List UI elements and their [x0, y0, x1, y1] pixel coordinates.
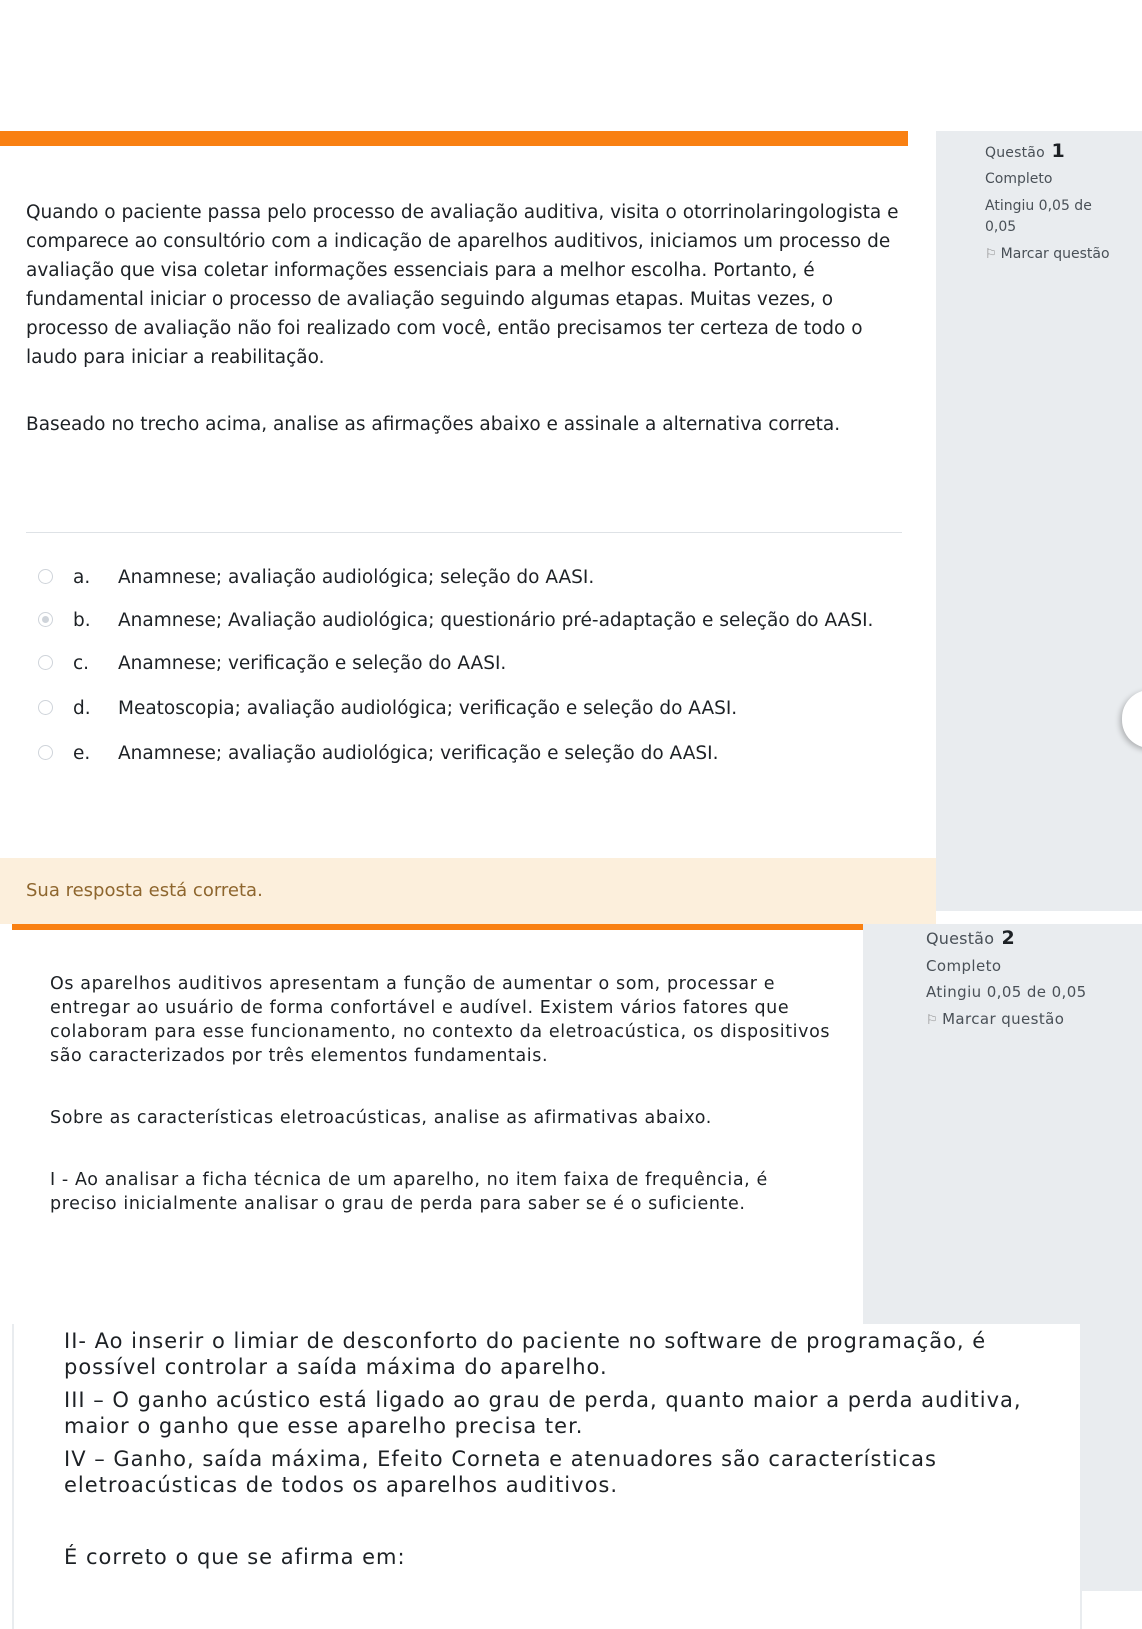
radio-a[interactable]	[38, 569, 53, 584]
answer-letter: e.	[73, 743, 91, 764]
question2-final-prompt: É correto o que se afirma em:	[64, 1545, 406, 1569]
answer-letter: c.	[73, 653, 90, 674]
question2-item-2: II- Ao inserir o limiar de desconforto do paciente no software de programação, é possível controlar a saída máxima do aparelho.	[64, 1329, 987, 1379]
flag-label: Marcar questão	[942, 1010, 1065, 1028]
question2-number	[926, 927, 1126, 949]
question-number-value: 1	[1051, 140, 1065, 162]
flag-label: Marcar questão	[1000, 246, 1110, 262]
question1-accent-bar	[0, 131, 908, 146]
question1-content	[0, 146, 908, 858]
flag-icon: ⚐	[926, 1013, 939, 1028]
question2-continuation	[12, 1324, 1082, 1629]
question1-divider	[26, 532, 902, 533]
answer-text: Meatoscopia; avaliação audiológica; verificação e seleção do AASI.	[118, 698, 738, 719]
question2-intro: Os aparelhos auditivos apresentam a função de aumentar o som, processar e entregar ao usuário de forma confortável e audível. Existem vários fatores que colaboram para esse funcionamento, no contexto da eletroacústica, os dispositivos são caracterizados por três elementos fundamentais.	[50, 974, 831, 1066]
question1-prompt: Baseado no trecho acima, analise as afirmações abaixo e assinale a alternativa correta.	[26, 414, 841, 435]
question1-feedback	[0, 858, 936, 924]
answer-option-d[interactable]	[38, 695, 908, 722]
question1-info-panel	[936, 131, 1142, 911]
radio-c[interactable]	[38, 655, 53, 670]
answer-option-a[interactable]	[38, 564, 908, 591]
question1-grade: Atingiu 0,05 de 0,05	[985, 198, 1092, 235]
question1-number	[985, 140, 1142, 162]
flag-icon: ⚐	[985, 247, 997, 262]
question2-state: Completo	[926, 957, 1002, 975]
question-label: Questão	[926, 929, 995, 948]
answer-letter: d.	[73, 698, 91, 719]
answer-text: Anamnese; verificação e seleção do AASI.	[118, 653, 507, 674]
answer-text: Anamnese; avaliação audiológica; seleção do AASI.	[118, 567, 595, 588]
question1-state: Completo	[985, 171, 1053, 187]
radio-b[interactable]	[38, 612, 53, 627]
answer-letter: a.	[73, 567, 91, 588]
question1-flag-button[interactable]	[985, 246, 1142, 262]
question2-item-4: IV – Ganho, saída máxima, Efeito Corneta e atenuadores são características eletroacústicas de todos os aparelhos auditivos.	[64, 1447, 937, 1497]
question1-answers	[38, 564, 908, 767]
answer-text: Anamnese; avaliação audiológica; verificação e seleção do AASI.	[118, 743, 719, 764]
radio-e[interactable]	[38, 745, 53, 760]
answer-text: Anamnese; Avaliação audiológica; questionário pré-adaptação e seleção do AASI.	[118, 610, 874, 631]
question2-item-1: I - Ao analisar a ficha técnica de um aparelho, no item faixa de frequência, é preciso inicialmente analisar o grau de perda para saber se é o suficiente.	[50, 1170, 768, 1214]
radio-d[interactable]	[38, 700, 53, 715]
question1-text	[26, 198, 906, 439]
question2-text	[50, 972, 840, 1216]
question-label: Questão	[985, 145, 1045, 161]
feedback-text: Sua resposta está correta.	[26, 880, 263, 901]
question1-body: Quando o paciente passa pelo processo de avaliação auditiva, visita o otorrinolaringologista e comparece ao consultório com a indicação de aparelhos auditivos, iniciamos um processo de avaliação que visa coletar informações essenciais para a melhor escolha. Portanto, é fundamental iniciar o processo de avaliação seguindo algumas etapas. Muitas vezes, o processo de avaliação não foi realizado com você, então precisamos ter certeza de todo o laudo para iniciar a reabilitação.	[26, 202, 899, 368]
question2-prompt: Sobre as características eletroacústicas, analise as afirmativas abaixo.	[50, 1108, 712, 1128]
answer-option-e[interactable]	[38, 740, 908, 767]
question2-content	[12, 930, 863, 1330]
answer-option-c[interactable]	[38, 650, 908, 677]
question2-item-3: III – O ganho acústico está ligado ao grau de perda, quanto maior a perda auditiva, maior o ganho que esse aparelho precisa ter.	[64, 1388, 1022, 1438]
answer-option-b[interactable]	[38, 607, 908, 634]
question2-flag-button[interactable]	[926, 1010, 1126, 1028]
question2-items	[64, 1328, 1064, 1577]
question-number-value: 2	[1001, 927, 1015, 949]
answer-letter: b.	[73, 610, 91, 631]
question2-grade: Atingiu 0,05 de 0,05	[926, 983, 1087, 1001]
